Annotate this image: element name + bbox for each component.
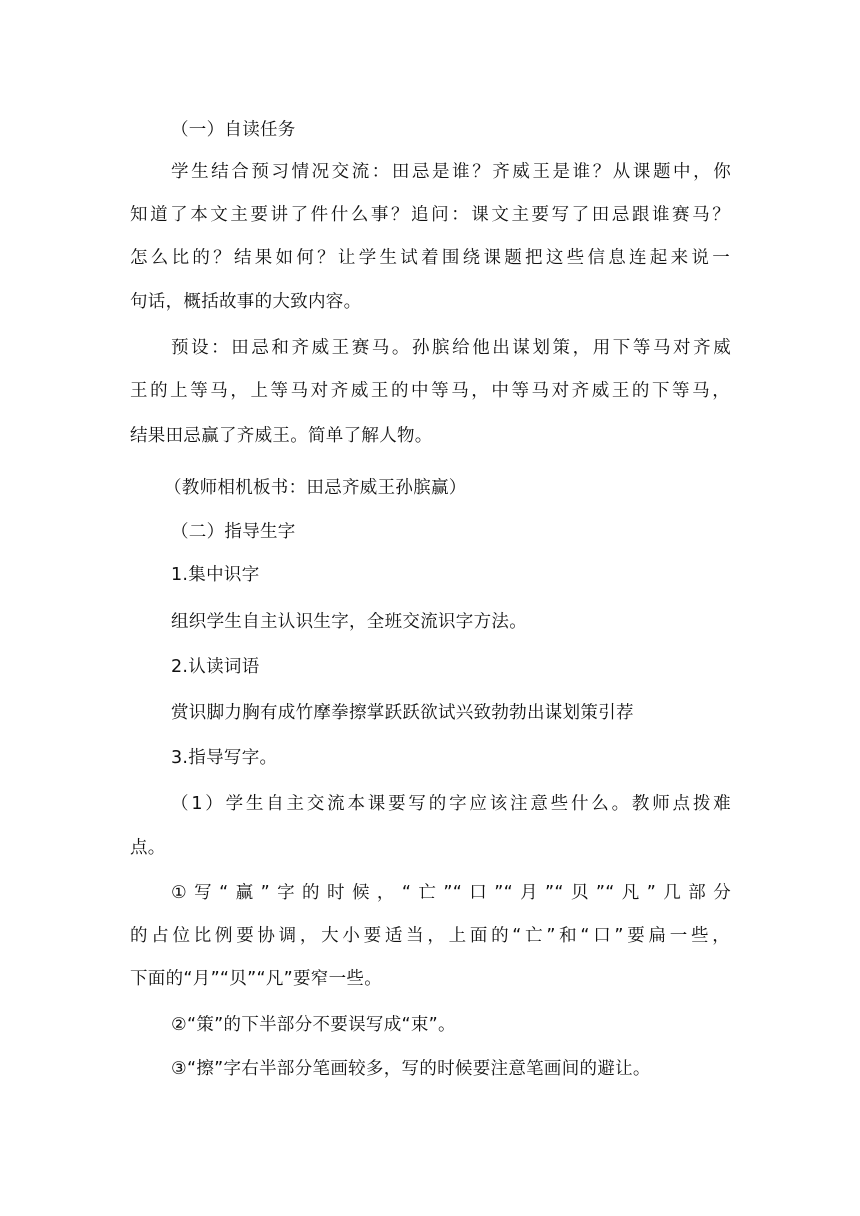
paragraph-line: （1）学生自主交流本课要写的字应该注意些什么。教师点拨难 (171, 794, 731, 814)
paragraph-line: 的占位比例要协调，大小要适当，上面的“亡”和“口”要扁一些， (130, 926, 730, 946)
word-list: 赏识脚力胸有成竹摩拳擦掌跃跃欲试兴致勃勃出谋划策引荐 (171, 703, 634, 723)
paragraph-line: 学生结合预习情况交流：田忌是谁？齐威王是谁？从课题中，你 (171, 162, 731, 182)
section-heading-self-reading: （一）自读任务 (171, 120, 296, 140)
paragraph-line: 点。 (130, 838, 166, 858)
subheading: 2.认读词语 (171, 657, 260, 677)
paragraph-line: 句话，概括故事的大致内容。 (130, 292, 362, 312)
subheading: 1.集中识字 (171, 565, 260, 585)
paragraph-line: 组织学生自主认识生字，全班交流识字方法。 (171, 612, 527, 632)
paragraph-line: 知道了本文主要讲了件什么事？追问：课文主要写了田忌跟谁赛马？ (130, 205, 730, 225)
paragraph-line: 怎么比的？结果如何？让学生试着围绕课题把这些信息连起来说一 (130, 248, 730, 268)
paragraph-line: 结果田忌赢了齐威王。简单了解人物。 (130, 426, 433, 446)
paragraph-line: 下面的“月”“贝”“凡”要窄一些。 (130, 969, 382, 989)
paragraph-line: ①写“赢”字的时候，“亡”“口”“月”“贝”“凡”几部分 (171, 883, 731, 903)
paragraph-line: ②“策”的下半部分不要误写成“束”。 (171, 1015, 456, 1035)
blackboard-note: （教师相机板书：田忌齐威王孙膑赢） (164, 478, 467, 498)
section-heading-guide-characters: （二）指导生字 (171, 522, 296, 542)
paragraph-line: ③“擦”字右半部分笔画较多，写的时候要注意笔画间的避让。 (171, 1059, 651, 1079)
paragraph-line: 预设：田忌和齐威王赛马。孙膑给他出谋划策，用下等马对齐威 (171, 338, 731, 358)
subheading: 3.指导写字。 (171, 748, 278, 768)
paragraph-line: 王的上等马，上等马对齐威王的中等马，中等马对齐威王的下等马， (130, 381, 730, 401)
